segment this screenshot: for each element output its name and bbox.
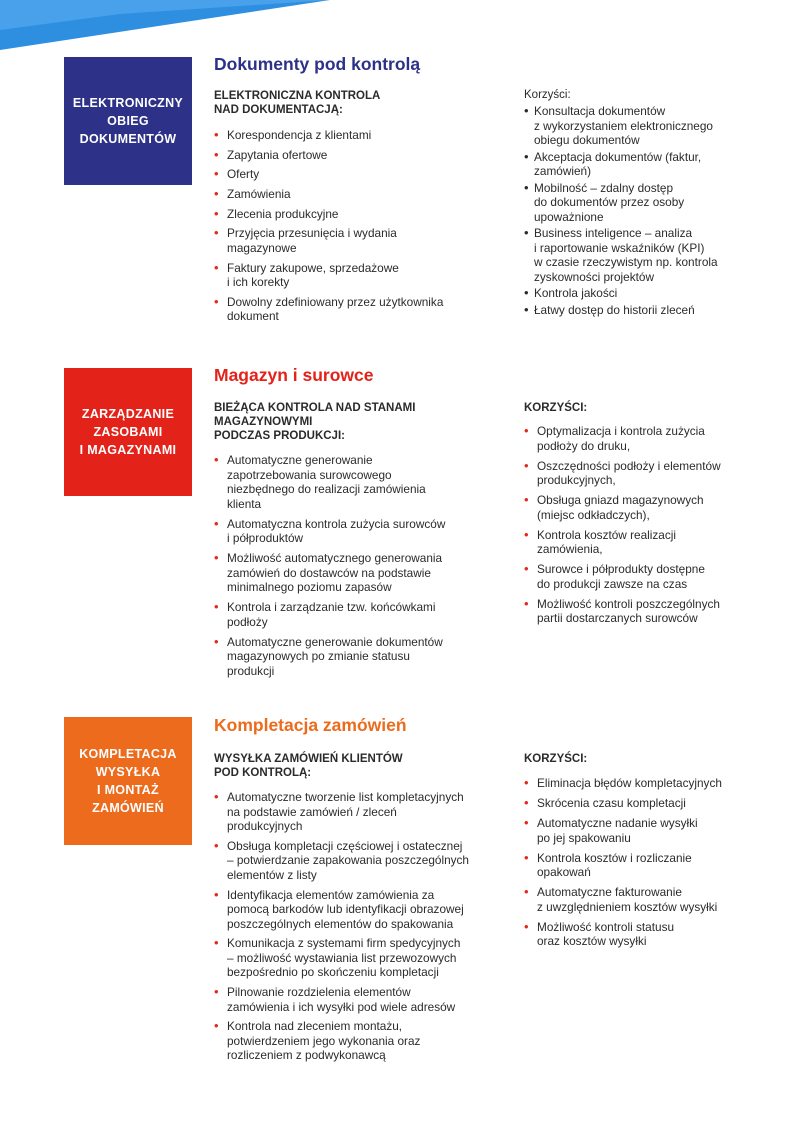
- list-item: • Komunikacja z systemami firm spedycyjnych – możliwość wystawiania list przewozowych bezpośrednio po skończeniu kompletacji: [214, 936, 514, 980]
- section-badge: ELEKTRONICZNY OBIEG DOKUMENTÓW: [64, 57, 192, 185]
- list-item: • Kontrola kosztów i rozliczanie opakowań: [524, 851, 774, 880]
- list-item: • Eliminacja błędów kompletacyjnych: [524, 776, 774, 791]
- list-item: • Akceptacja dokumentów (faktur, zamówień): [524, 150, 764, 179]
- list-item: • Kontrola kosztów realizacji zamówienia,: [524, 528, 774, 557]
- list-item: • Pilnowanie rozdzielenia elementów zamówienia i ich wysyłki pod wiele adresów: [214, 985, 514, 1014]
- list-item: • Konsultacja dokumentów z wykorzystaniem elektronicznego obiegu dokumentów: [524, 104, 764, 148]
- list-item: • Zapytania ofertowe: [214, 148, 504, 163]
- list-item: • Łatwy dostęp do historii zleceń: [524, 303, 764, 318]
- list-item: • Obsługa kompletacji częściowej i ostatecznej – potwierdzanie zapakowania poszczególnych elementów z listy: [214, 839, 514, 883]
- list-item: • Kontrola nad zleceniem montażu, potwierdzeniem jego wykonania oraz rozliczeniem z podwykonawcą: [214, 1019, 514, 1063]
- list-item: • Mobilność – zdalny dostęp do dokumentów przez osoby upoważnione: [524, 181, 764, 225]
- section-title: Kompletacja zamówień: [214, 715, 407, 735]
- list-item: • Dowolny zdefiniowany przez użytkownika dokument: [214, 295, 504, 324]
- list-item: • Oszczędności podłoży i elementów produkcyjnych,: [524, 459, 774, 488]
- benefits-heading: Korzyści:: [524, 89, 571, 101]
- list-item: • Surowce i półprodukty dostępne do produkcji zawsze na czas: [524, 562, 774, 591]
- list-item: • Automatyczne generowanie zapotrzebowania surowcowego niezbędnego do realizacji zamówienia klienta: [214, 453, 504, 511]
- list-item: • Możliwość automatycznego generowania zamówień do dostawców na podstawie minimalnego poziomu zapasów: [214, 551, 504, 595]
- section-badge: KOMPLETACJA WYSYŁKA I MONTAŻ ZAMÓWIEŃ: [64, 717, 192, 845]
- list-item: • Automatyczna kontrola zużycia surowców i półproduktów: [214, 517, 504, 546]
- list-item: • Obsługa gniazd magazynowych (miejsc odkładczych),: [524, 493, 774, 522]
- benefits-list: [524, 104, 764, 319]
- list-item: • Automatyczne tworzenie list kompletacyjnych na podstawie zamówień / zleceń produkcyjnych: [214, 790, 514, 834]
- corner-decoration: [0, 0, 330, 60]
- list-item: • Oferty: [214, 167, 504, 182]
- list-item: • Kontrola i zarządzanie tzw. końcówkami podłoży: [214, 600, 504, 629]
- list-item: • Identyfikacja elementów zamówienia za pomocą barkodów lub identyfikacji obrazowej poszczególnych elementów do spakowania: [214, 888, 514, 932]
- list-item: • Możliwość kontroli poszczególnych partii dostarczanych surowców: [524, 597, 774, 626]
- benefits-list: [524, 776, 774, 954]
- column-heading: WYSYŁKA ZAMÓWIEŃ KLIENTÓW POD KONTROLĄ:: [214, 753, 403, 779]
- list-item: • Zlecenia produkcyjne: [214, 207, 504, 222]
- list-item: • Korespondencja z klientami: [214, 128, 504, 143]
- feature-list: [214, 453, 504, 684]
- list-item: • Optymalizacja i kontrola zużycia podłoży do druku,: [524, 424, 774, 453]
- list-item: • Skrócenia czasu kompletacji: [524, 796, 774, 811]
- list-item: • Przyjęcia przesunięcia i wydania magazynowe: [214, 226, 504, 255]
- section-title: Magazyn i surowce: [214, 365, 374, 385]
- list-item: • Faktury zakupowe, sprzedażowe i ich korekty: [214, 261, 504, 290]
- list-item: • Zamówienia: [214, 187, 504, 202]
- list-item: • Możliwość kontroli statusu oraz kosztów wysyłki: [524, 920, 774, 949]
- section-title: Dokumenty pod kontrolą: [214, 54, 421, 74]
- feature-list: [214, 128, 504, 329]
- benefits-heading: KORZYŚCI:: [524, 753, 588, 765]
- benefits-list: [524, 424, 774, 631]
- column-heading: BIEŻĄCA KONTROLA NAD STANAMI MAGAZYNOWYMI PODCZAS PRODUKCJI:: [214, 402, 416, 442]
- list-item: • Business inteligence – analiza i raportowanie wskaźników (KPI) w czasie rzeczywistym np. kontrola zyskowności projektów: [524, 226, 764, 284]
- benefits-heading: KORZYŚCI:: [524, 402, 588, 414]
- list-item: • Automatyczne generowanie dokumentów magazynowych po zmianie statusu produkcji: [214, 635, 504, 679]
- list-item: • Automatyczne fakturowanie z uwzględnieniem kosztów wysyłki: [524, 885, 774, 914]
- feature-list: [214, 790, 514, 1068]
- column-heading: ELEKTRONICZNA KONTROLA NAD DOKUMENTACJĄ:: [214, 90, 381, 116]
- section-badge: ZARZĄDZANIE ZASOBAMI I MAGAZYNAMI: [64, 368, 192, 496]
- list-item: • Automatyczne nadanie wysyłki po jej spakowaniu: [524, 816, 774, 845]
- list-item: • Kontrola jakości: [524, 286, 764, 301]
